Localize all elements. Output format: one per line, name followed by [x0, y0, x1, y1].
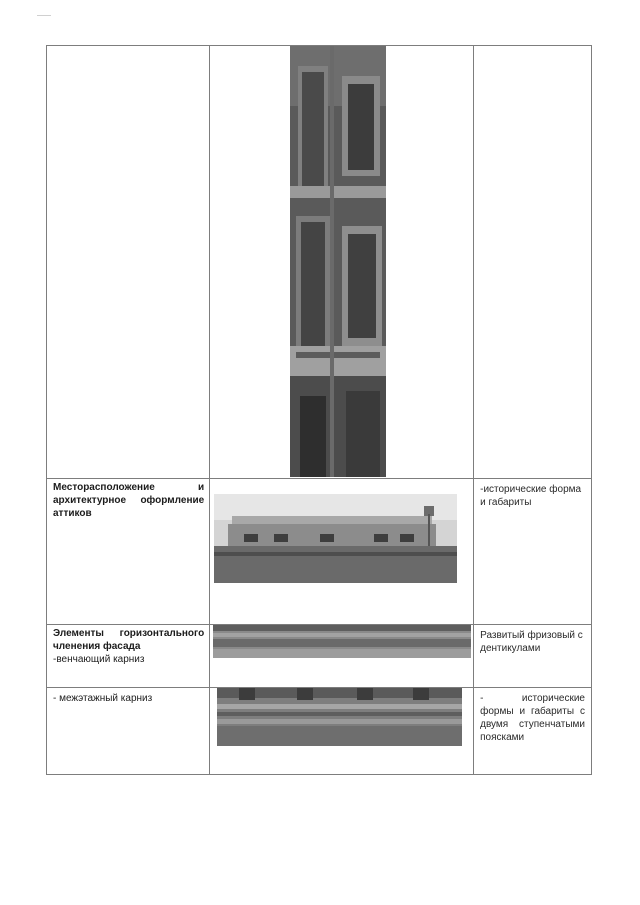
value-text: - исторические формы и габариты с двумя ступенчатыми поясками [480, 693, 585, 743]
table-cell-value [474, 479, 592, 625]
table-row [47, 625, 592, 688]
table-cell-value [474, 688, 592, 775]
feature-sublabel: -венчающий карниз [53, 654, 145, 665]
feature-label: Элементы горизонтального членения фасада [53, 628, 205, 652]
characteristics-table [46, 45, 592, 775]
table-row [47, 688, 592, 775]
table-row [47, 46, 592, 479]
table-cell-photo [210, 46, 474, 479]
value-text: -исторические форма и габариты [480, 484, 582, 508]
feature-sublabel: - межэтажный карниз [53, 693, 153, 704]
table-cell-photo [210, 479, 474, 625]
table-cell-feature [47, 46, 210, 479]
table-cell-feature [47, 479, 210, 625]
table-row [47, 479, 592, 625]
interfloor-cornice-photo [217, 688, 462, 746]
table-cell-value [474, 46, 592, 479]
feature-label: Месторасположение и архитектурное оформление аттиков [53, 482, 205, 519]
cornice-photo [213, 625, 471, 658]
table-cell-feature [47, 625, 210, 688]
attic-photo [214, 494, 457, 583]
table-cell-feature [47, 688, 210, 775]
table-cell-value [474, 625, 592, 688]
scan-artifact [37, 15, 51, 16]
value-text: Развитый фризовый с дентикулами [480, 630, 583, 654]
table-cell-photo [210, 688, 474, 775]
table-cell-photo [210, 625, 474, 688]
facade-photo [290, 46, 386, 477]
